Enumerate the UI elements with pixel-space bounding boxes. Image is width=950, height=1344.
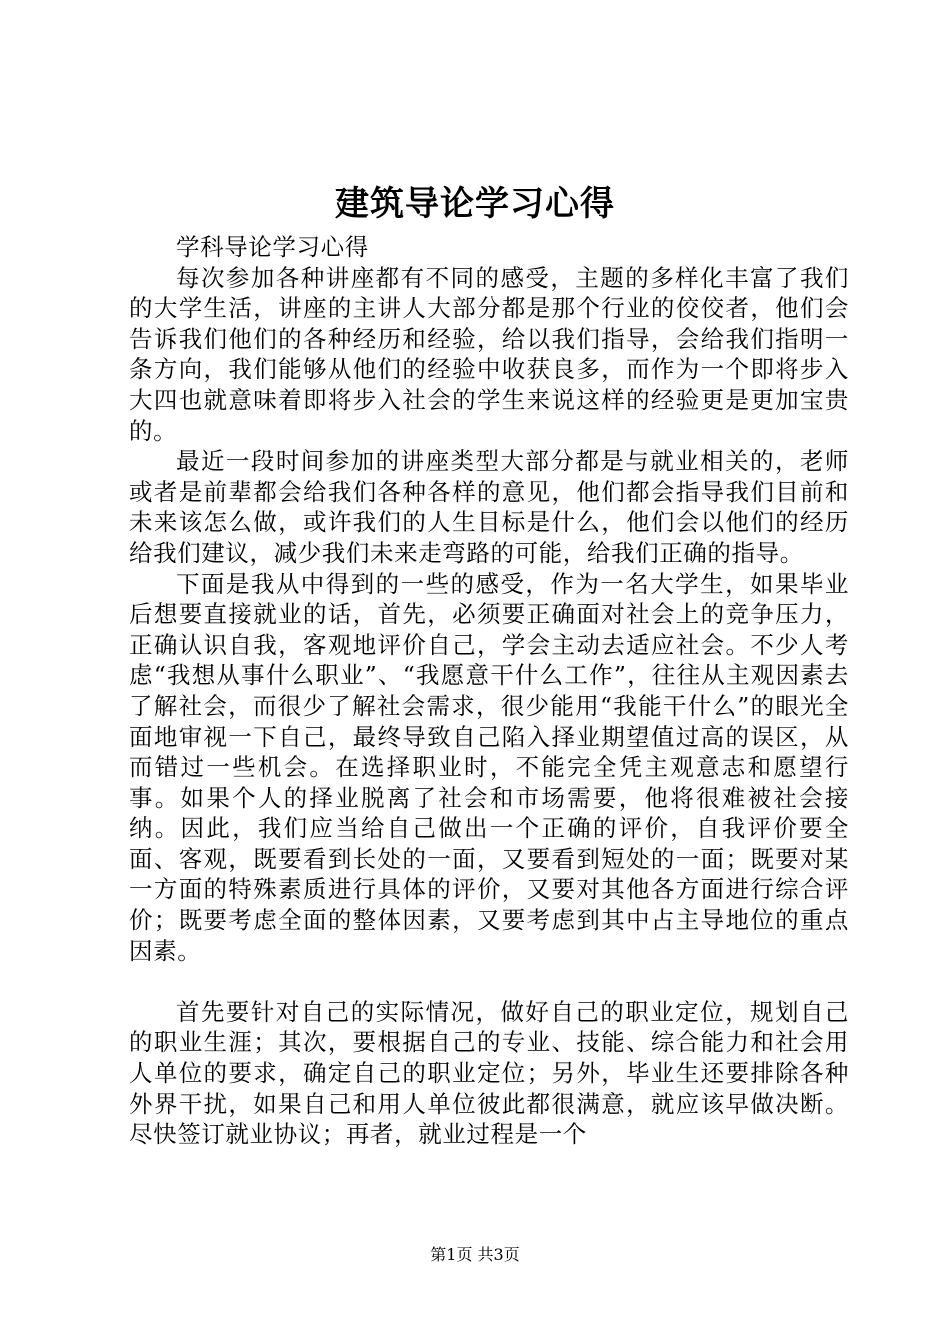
paragraph-1: 每次参加各种讲座都有不同的感受，主题的多样化丰富了我们的大学生活，讲座的主讲人大部分都是那个行业的佼佼者，他们会告诉我们他们的各种经历和经验，给以我们指导，会给我们指明一条方向，我们能够从他们的经验中收获良多，而作为一个即将步入大四也就意味着即将步入社会的学生来说这样的经验更是更加宝贵的。 xyxy=(129,263,849,445)
paragraph-subtitle: 学科导论学习心得 xyxy=(176,233,369,261)
document-title: 建筑导论学习心得 xyxy=(335,184,615,224)
paragraph-2: 最近一段时间参加的讲座类型大部分都是与就业相关的，老师或者是前辈都会给我们各种各样的意见，他们都会指导我们目前和未来该怎么做，或许我们的人生目标是什么，他们会以他们的经历给我们建议，减少我们未来走弯路的可能，给我们正确的指导。 xyxy=(129,447,849,567)
paragraph-3: 下面是我从中得到的一些的感受，作为一名大学生，如果毕业后想要直接就业的话，首先，必须要正确面对社会上的竞争压力，正确认识自我，客观地评价自己，学会主动去适应社会。不少人考虑“我想从事什么职业”、“我愿意干什么工作”，往往从主观因素去了解社会，而很少了解社会需求，很少能用“我能干什么”的眼光全面地审视一下自己，最终导致自己陷入择业期望值过高的误区，从而错过一些机会。在选择职业时，不能完全凭主观意志和愿望行事。如果个人的择业脱离了社会和市场需要，他将很难被社会接纳。因此，我们应当给自己做出一个正确的评价，自我评价要全面、客观，既要看到长处的一面，又要看到短处的一面；既要对某一方面的特殊素质进行具体的评价，又要对其他各方面进行综合评价；既要考虑全面的整体因素，又要考虑到其中占主导地位的重点因素。 xyxy=(129,569,849,965)
page-number-footer: 第1页 共3页 xyxy=(430,1245,520,1264)
paragraph-4: 首先要针对自己的实际情况，做好自己的职业定位，规划自己的职业生涯；其次，要根据自己的专业、技能、综合能力和社会用人单位的要求，确定自己的职业定位；另外，毕业生还要排除各种外界干扰，如果自己和用人单位彼此都很满意，就应该早做决断。尽快签订就业协议；再者，就业过程是一个 xyxy=(129,997,849,1149)
document-body xyxy=(129,232,849,1150)
